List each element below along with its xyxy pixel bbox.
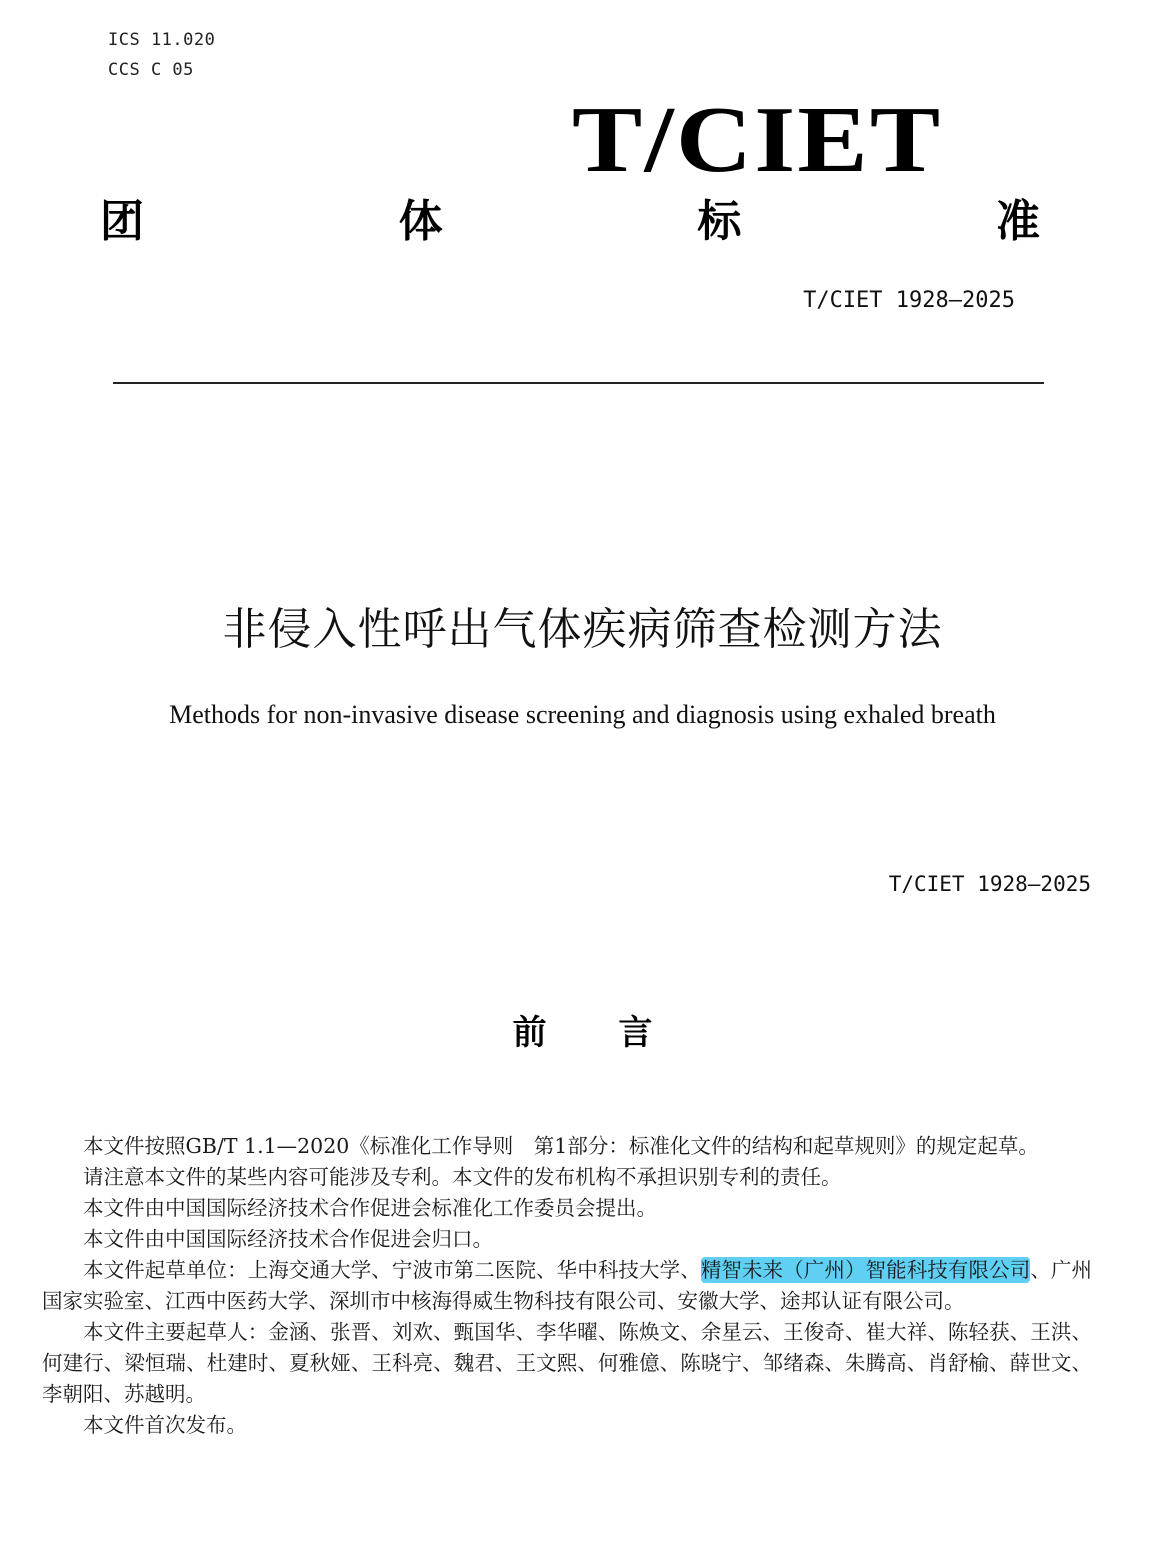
foreword-body [42,1131,1092,1441]
drafting-units-text: 本文件起草单位：上海交通大学、宁波市第二医院、华中科技大学、 [83,1258,701,1282]
standard-number: T/CIET 1928—2025 [803,288,1015,313]
drafting-units-paragraph [42,1255,1092,1317]
foreword-heading: 前 言 [512,1013,653,1053]
header-divider [113,382,1044,384]
foreword-paragraph: 本文件由中国国际经济技术合作促进会归口。 [83,1227,493,1251]
standard-type-char: 准 [995,196,1040,247]
foreword-paragraph: 本文件按照GB/T 1.1—2020《标准化工作导则 第1部分：标准化文件的结构和起草规则》的规定起草。 [83,1134,1039,1158]
foreword-paragraph: 本文件由中国国际经济技术合作促进会标准化工作委员会提出。 [83,1196,657,1220]
standard-type-char: 团 [100,196,144,247]
standard-type-char: 体 [398,196,443,247]
page-standard-number: T/CIET 1928—2025 [888,872,1091,896]
foreword-paragraph: 本文件首次发布。 [83,1413,247,1437]
ccs-code: CCS C 05 [108,60,194,80]
drafters-paragraph: 本文件主要起草人：金涵、张晋、刘欢、甄国华、李华曜、陈焕文、余星云、王俊奇、崔大祥、陈轻获、王洪、何建行、梁恒瑞、杜建时、夏秋娅、王科亮、魏君、王文熙、何雅億、陈晓宁、邹绪森、朱腾高、肖舒榆、薛世文、李朝阳、苏越明。 [42,1320,1092,1406]
document-title-chinese: 非侵入性呼出气体疾病筛查检测方法 [222,604,943,655]
standard-type-heading [100,190,1040,254]
standard-logo: T/CIET [572,88,943,192]
ics-code: ICS 11.020 [108,30,216,50]
document-title-english: Methods for non-invasive disease screening and diagnosis using exhaled breath [169,700,996,729]
foreword-paragraph: 请注意本文件的某些内容可能涉及专利。本文件的发布机构不承担识别专利的责任。 [83,1165,842,1189]
drafting-units-text: 、广州国家实验室、江西中医药大学、深圳市中核海得威生物科技有限公司、安徽大学、途邦认证有限公司。 [42,1258,1092,1313]
highlighted-company: 精智未来（广州）智能科技有限公司 [700,1258,1031,1282]
standard-type-char: 标 [697,196,742,247]
